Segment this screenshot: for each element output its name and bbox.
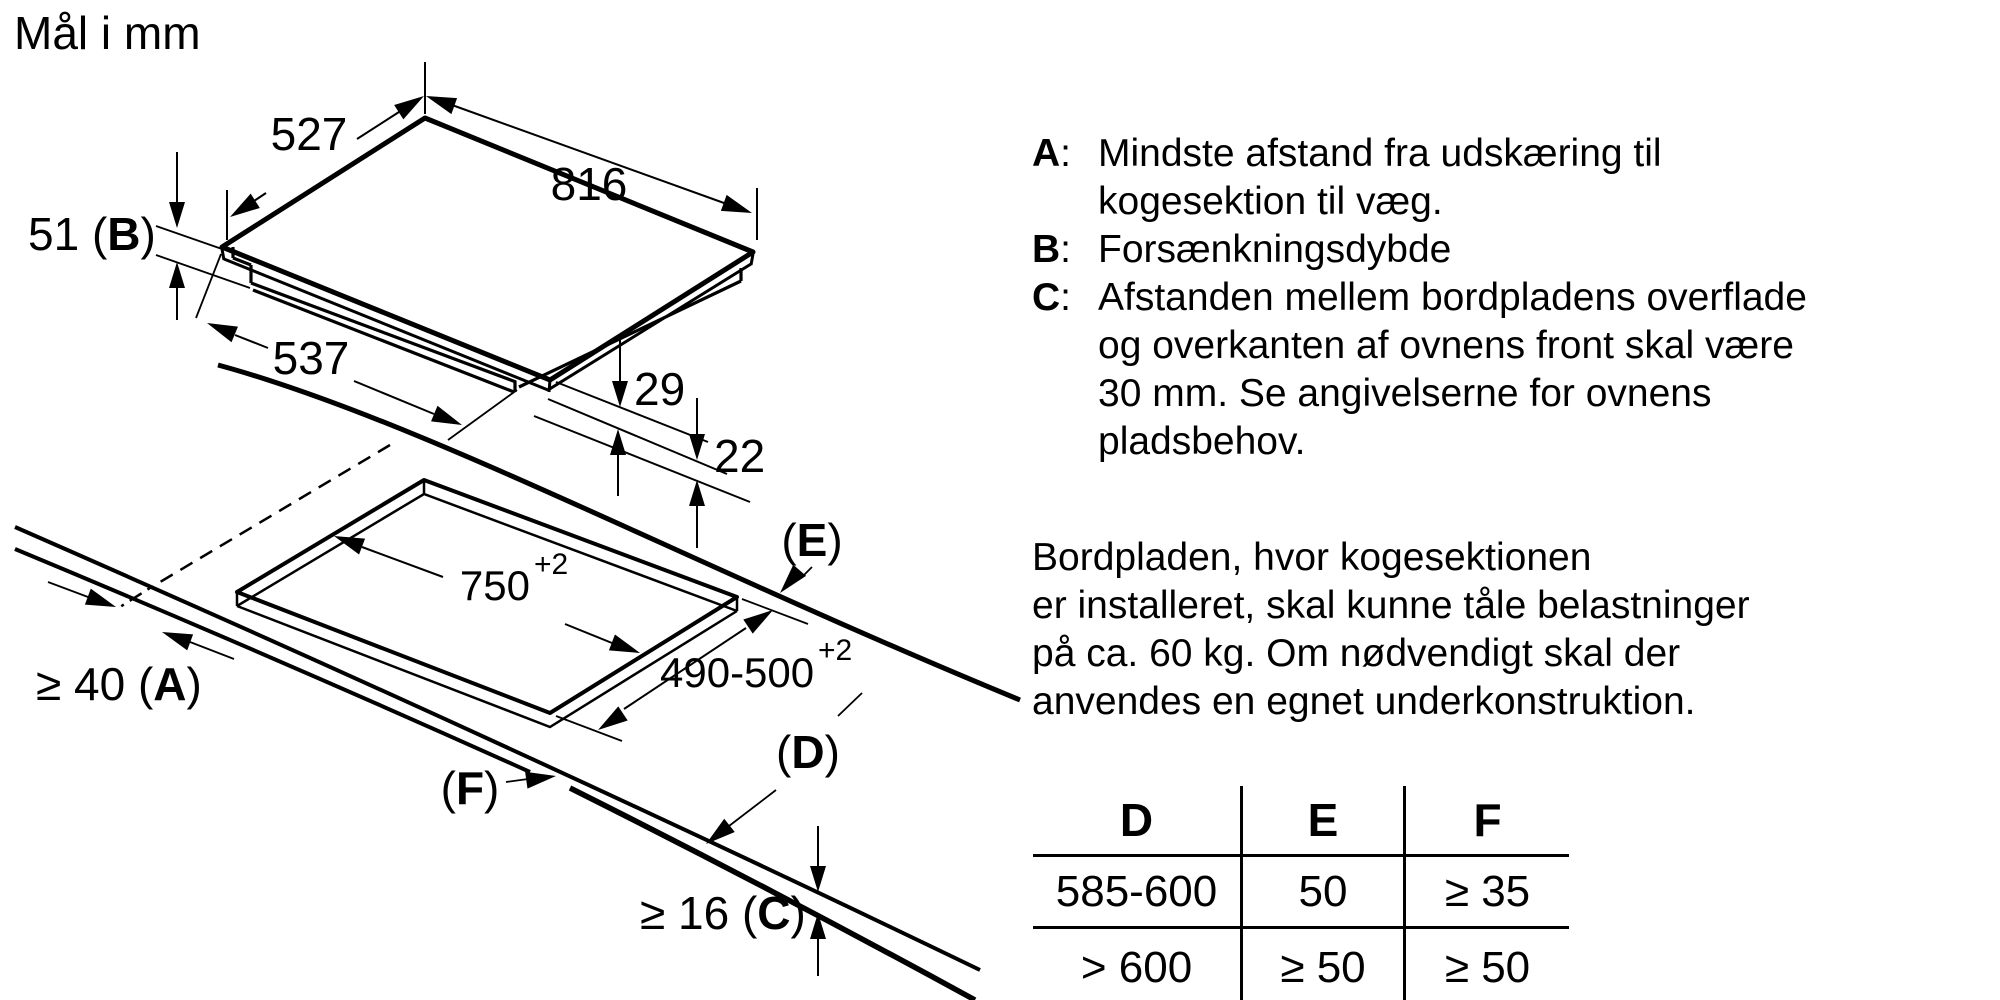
table-cell: ≥ 50 — [1444, 942, 1531, 992]
load-note: Bordpladen, hvor kogesektionen er installeret, skal kunne tåle belastninger på ca. 60 kg. Om nødvendigt skal der anvendes en egnet underkonstruktion. — [1032, 536, 1750, 723]
legend: A: Mindste afstand fra udskæring til kogesektion til væg. B: Forsænkningsdybde C: Afstanden mellem bordpladens overflade og overkanten af ovnens front skal være 30 mm. Se angivelserne for ovnens pladsbehov. — [1032, 132, 1807, 463]
svg-text:(D): (D) — [776, 726, 840, 778]
def-dimension-table — [1033, 786, 1569, 1000]
table-header-d: D — [1033, 786, 1240, 857]
table-cell: 585-600 — [1033, 857, 1240, 929]
table-cell: 50 — [1240, 857, 1406, 929]
table-cell: ≥ 50 — [1240, 929, 1406, 1000]
dim-750-tolerance: +2 — [534, 548, 569, 581]
svg-text:(F): (F) — [440, 762, 500, 814]
legend-item-a: A: Mindste afstand fra udskæring til — [1032, 132, 1662, 175]
drawing-units-title: Mål i mm — [14, 7, 201, 59]
legend-item-b: B: Forsænkningsdybde — [1032, 228, 1452, 271]
svg-text:≥ 40 (A): ≥ 40 (A) — [36, 658, 202, 710]
table-cell: ≥ 35 — [1406, 857, 1569, 929]
legend-item-c: C: Afstanden mellem bordpladens overflade — [1032, 276, 1807, 319]
label-d — [701, 693, 862, 851]
dim-cutout-width-750 — [331, 528, 643, 661]
dim-thickness-16c — [640, 826, 826, 976]
dim-490-500-tolerance: +2 — [818, 634, 853, 667]
table-header-e: E — [1240, 786, 1406, 857]
dim-depth-527 — [225, 62, 428, 240]
dim-29-label: 29 — [634, 363, 686, 415]
dim-recess-51b — [28, 152, 250, 320]
dim-cutout-depth-490-500 — [556, 599, 852, 741]
dim-51b-label: 51 (B) — [28, 208, 156, 260]
dim-22-label: 22 — [714, 430, 766, 482]
dim-527-label: 527 — [270, 108, 348, 160]
dim-width-816 — [423, 88, 757, 240]
reference-dashed-line — [150, 445, 390, 588]
table-cell: > 600 — [1080, 942, 1193, 992]
label-f — [441, 762, 558, 814]
table-header-f: F — [1406, 786, 1569, 857]
svg-text:(E): (E) — [781, 514, 843, 566]
dim-537-label: 537 — [272, 332, 350, 384]
svg-text:≥ 16 (C): ≥ 16 (C) — [640, 887, 806, 939]
dim-750-label: 750 — [459, 562, 530, 609]
dim-490-500-label: 490-500 — [660, 649, 815, 696]
dim-816-label: 816 — [550, 158, 628, 210]
label-e — [774, 514, 843, 599]
